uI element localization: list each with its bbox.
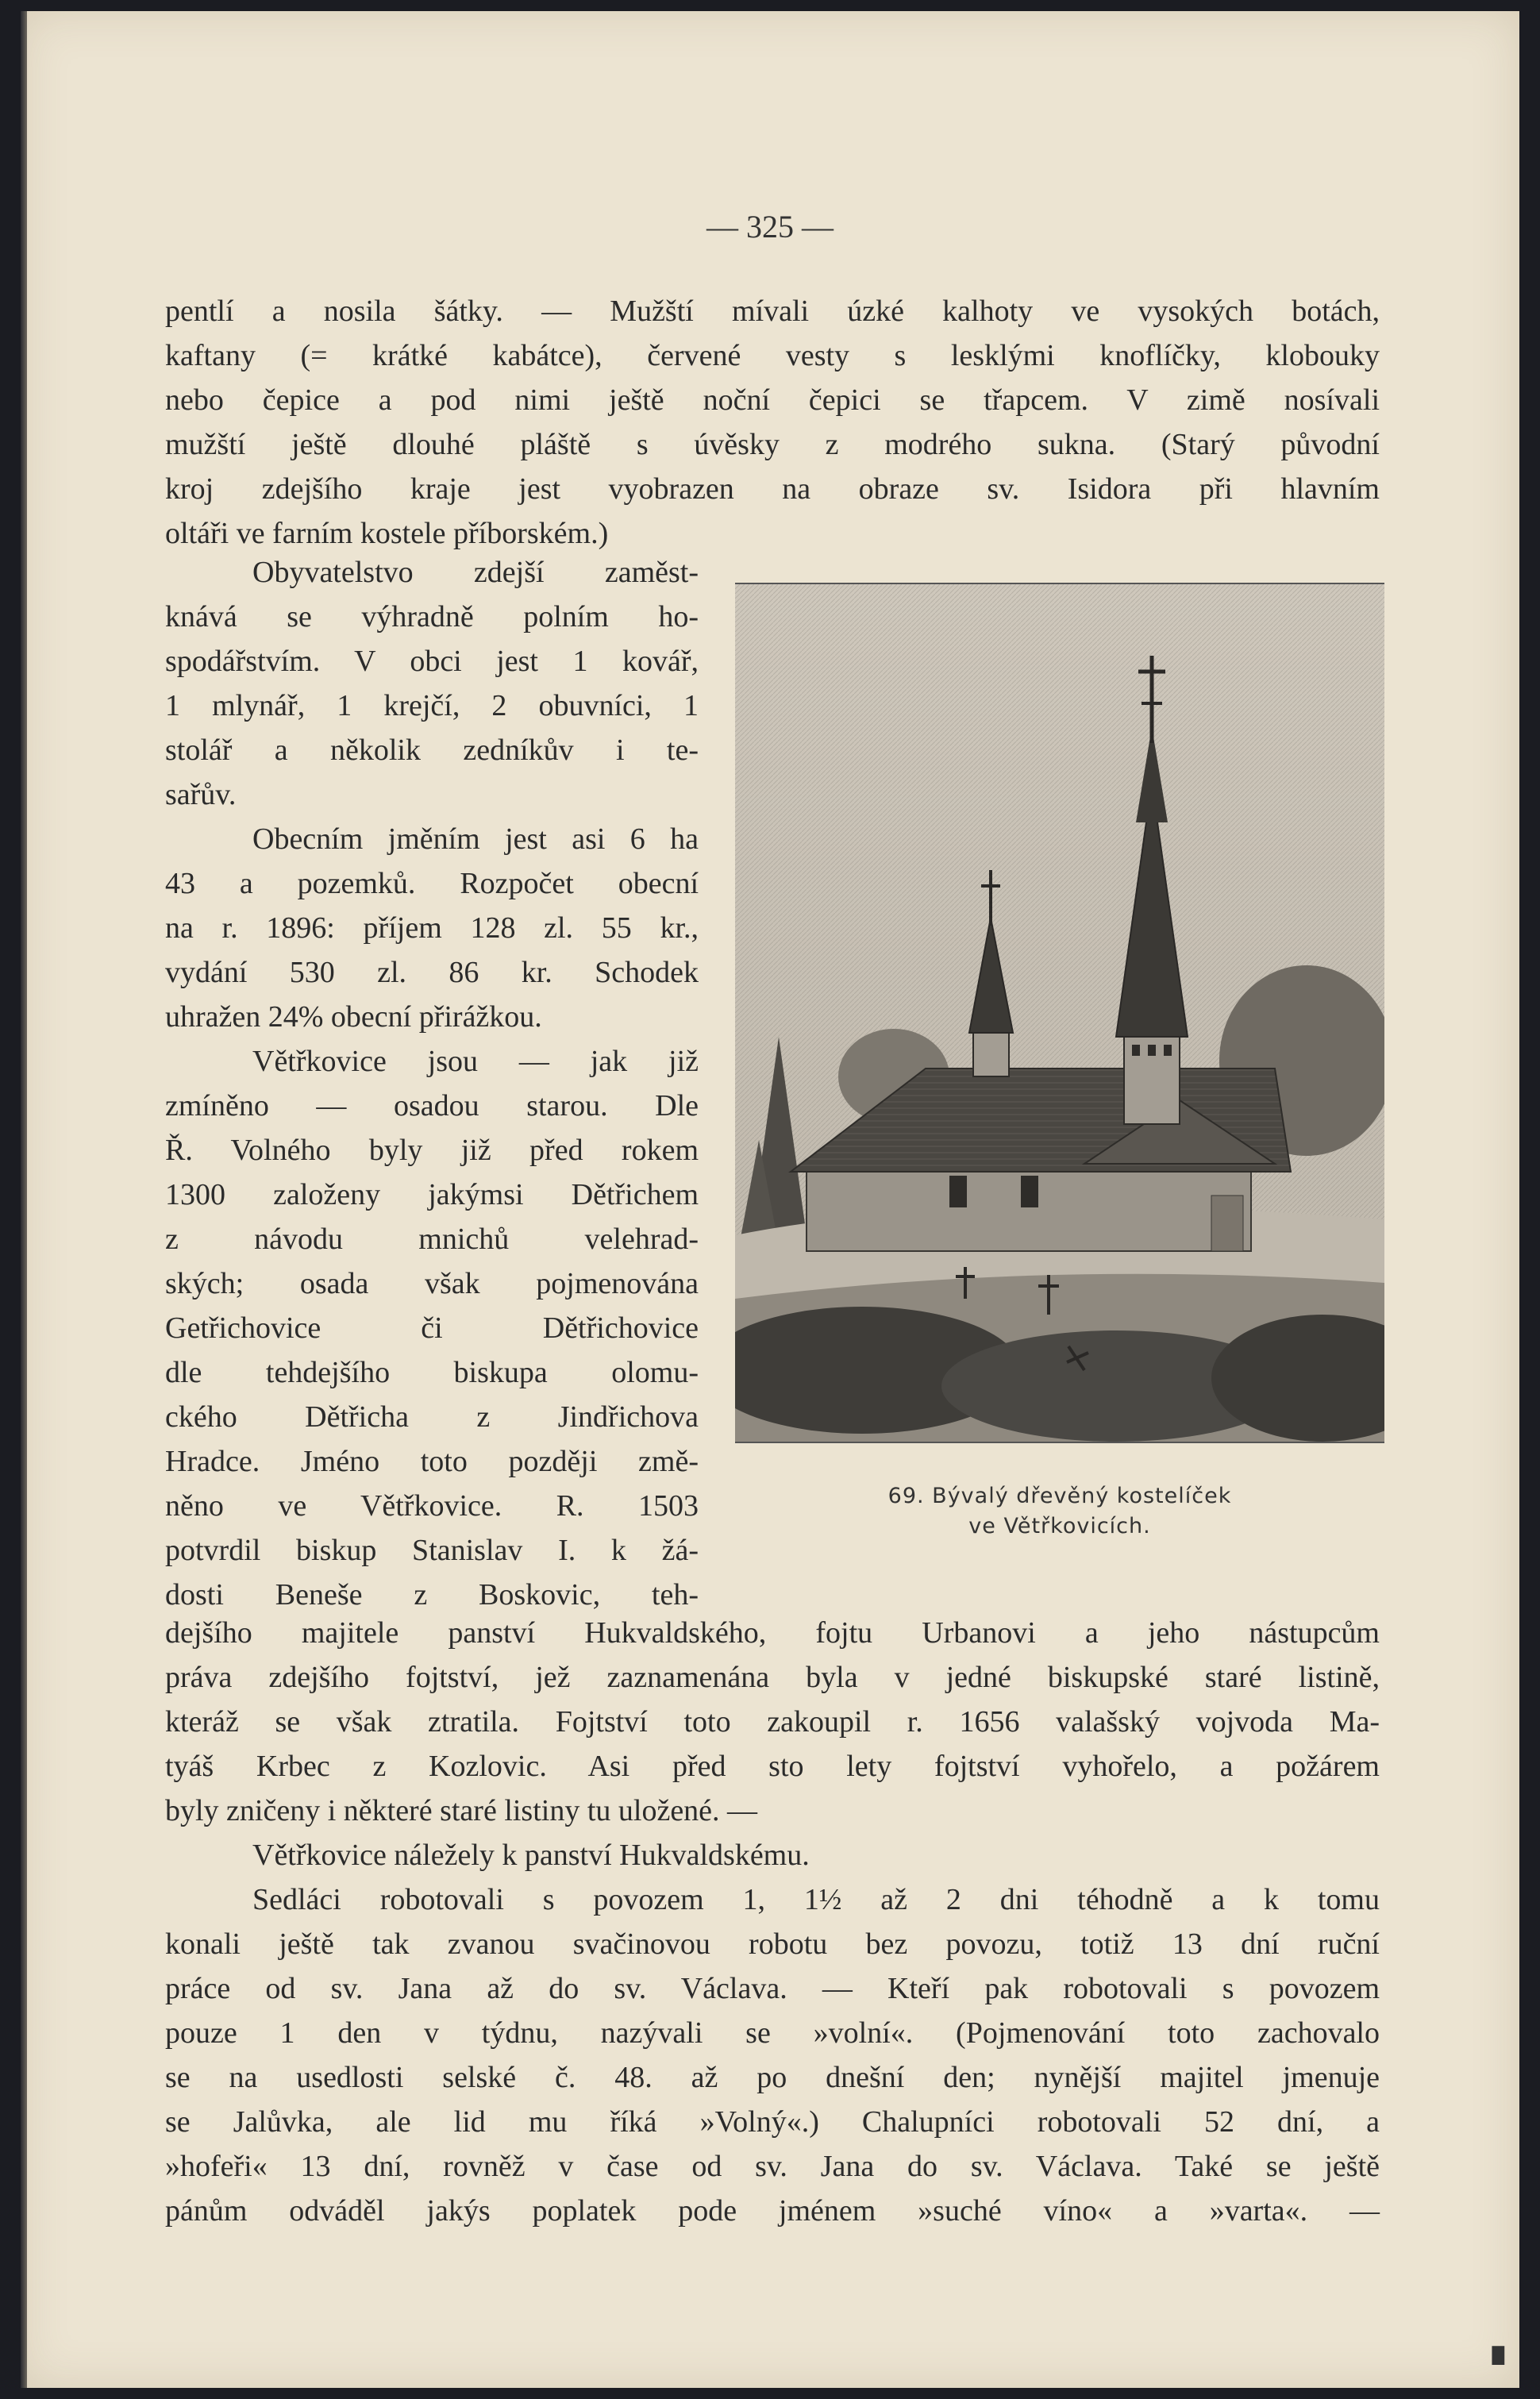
text-line: Větřkovice jsou — jak již [252, 1045, 699, 1078]
text-line: dejšího majitele panství Hukvaldského, fojtu Urbanovi a jeho nástupcům [165, 1616, 1380, 1650]
text-line: se Jalůvka, ale lid mu říká »Volný«.) Chalupníci robotovali 52 dní, a [165, 2105, 1380, 2139]
paragraph-history [165, 1611, 1380, 2233]
text-line: Větřkovice náležely k panství Hukvaldskému. [252, 1839, 810, 1872]
text-line: dosti Beneše z Boskovic, teh- [165, 1578, 699, 1612]
text-line: tyáš Krbec z Kozlovic. Asi před sto lety fojtství vyhořelo, a požárem [165, 1750, 1380, 1783]
figure-caption [735, 1481, 1384, 1542]
text-line: Obyvatelstvo zdejší zaměst- [252, 556, 699, 589]
text-line: Obecním jměním jest asi 6 ha [252, 822, 699, 856]
text-line: něno ve Větřkovice. R. 1503 [165, 1489, 699, 1523]
book-page [21, 11, 1519, 2388]
text-line: knává se výhradně polním ho- [165, 600, 699, 633]
text-line: konali ještě tak zvanou svačinovou robotu bez povozu, totiž 13 dní ruční [165, 1927, 1380, 1961]
text-line: práce od sv. Jana až do sv. Václava. — Kteří pak robotovali s povozem [165, 1972, 1380, 2005]
caption-line: ve Větřkovicích. [968, 1514, 1151, 1538]
text-line: zmíněno — osadou starou. Dle [165, 1089, 699, 1122]
text-line: 43 a pozemků. Rozpočet obecní [165, 867, 699, 900]
text-line: 1 mlynář, 1 krejčí, 2 obuvníci, 1 [165, 689, 699, 722]
text-line: Hradce. Jméno toto později změ- [165, 1445, 699, 1478]
text-line: kaftany (= krátké kabátce), červené vesty s lesklými knoflíčky, klobouky [165, 339, 1380, 372]
text-line: nebo čepice a pod nimi ještě noční čepici se třapcem. V zimě nosívali [165, 383, 1380, 417]
text-line: ských; osada však pojmenována [165, 1267, 699, 1300]
text-line: se na usedlosti selské č. 48. až po dnešní den; nynější majitel jmenuje [165, 2061, 1380, 2094]
text-line: ckého Dětřicha z Jindřichova [165, 1400, 699, 1434]
text-line: oltáři ve farním kostele příborském.) [165, 517, 609, 550]
text-line: stolář a několik zedníkův i te- [165, 734, 699, 767]
page-number: — 325 — [706, 209, 834, 245]
text-line: byly zničeny i některé staré listiny tu uložené. — [165, 1794, 758, 1827]
text-line: na r. 1896: příjem 128 zl. 55 kr., [165, 911, 699, 945]
paragraph-costume [165, 289, 1380, 556]
text-line: sařův. [165, 778, 237, 811]
text-line: mužští ještě dlouhé pláště s úvěsky z modrého sukna. (Starý původní [165, 428, 1380, 461]
text-line: z návodu mnichů velehrad- [165, 1223, 699, 1256]
church-drawing [735, 584, 1384, 1442]
page-corner-mark: ▗ [1480, 2328, 1504, 2364]
text-line: Ř. Volného byly již před rokem [165, 1134, 699, 1167]
church-illustration [735, 583, 1384, 1443]
text-line: potvrdil biskup Stanislav I. k žá- [165, 1534, 699, 1567]
text-line: »hofeři« 13 dní, rovněž v čase od sv. Jana do sv. Václava. Také se ještě [165, 2150, 1380, 2183]
caption-line: 69. Bývalý dřevěný kostelíček [887, 1484, 1232, 1508]
text-line: kteráž se však ztratila. Fojtství toto zakoupil r. 1656 valašský vojvoda Ma- [165, 1705, 1380, 1739]
text-line: pentlí a nosila šátky. — Mužští mívali úzké kalhoty ve vysokých botách, [165, 295, 1380, 328]
column-text [165, 550, 699, 1617]
text-line: pouze 1 den v týdnu, nazývali se »volní«. (Pojmenování toto zachovalo [165, 2016, 1380, 2050]
text-line: spodářstvím. V obci jest 1 kovář, [165, 645, 699, 678]
text-line: 1300 založeny jakýmsi Dětřichem [165, 1178, 699, 1211]
text-line: Getřichovice či Dětřichovice [165, 1311, 699, 1345]
text-line: dle tehdejšího biskupa olomu- [165, 1356, 699, 1389]
text-line: vydání 530 zl. 86 kr. Schodek [165, 956, 699, 989]
text-line: kroj zdejšího kraje jest vyobrazen na obraze sv. Isidora při hlavním [165, 472, 1380, 506]
text-line: pánům odváděl jakýs poplatek pode jménem »suché víno« a »varta«. — [165, 2194, 1380, 2228]
text-line: Sedláci robotovali s povozem 1, 1½ až 2 dni téhodně a k tomu [252, 1883, 1380, 1916]
text-line: uhražen 24% obecní přirážkou. [165, 1000, 542, 1034]
page-spine [21, 11, 27, 2388]
text-line: práva zdejšího fojtství, jež zaznamenána byla v jedné biskupské staré listině, [165, 1661, 1380, 1694]
